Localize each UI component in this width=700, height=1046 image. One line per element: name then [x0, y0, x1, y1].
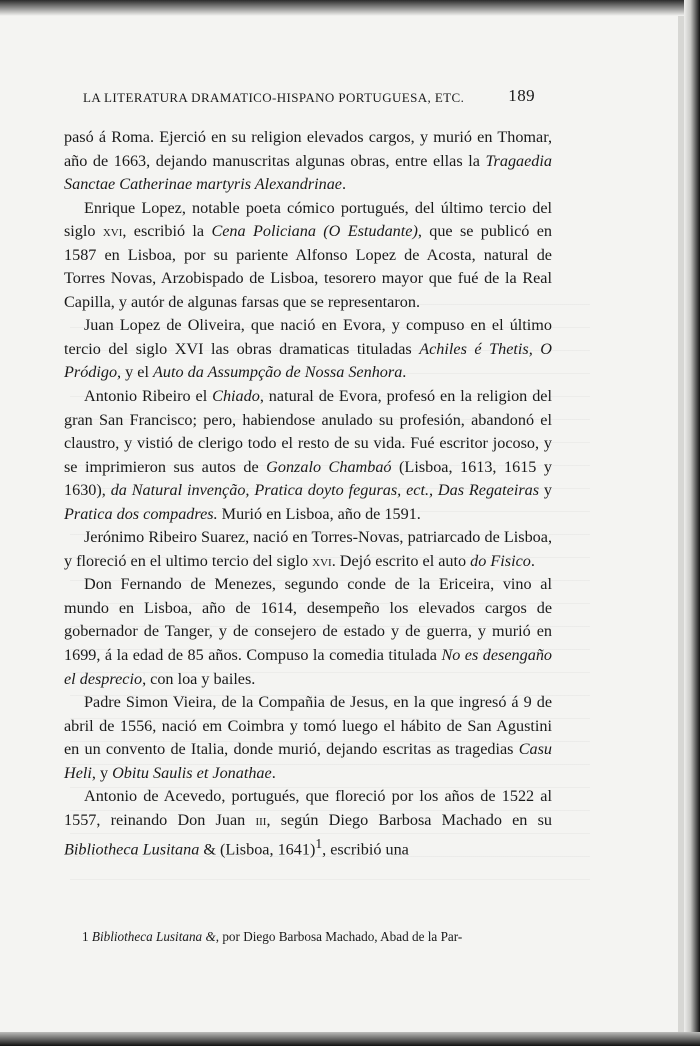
footnote-reference: 1 [315, 836, 323, 852]
work-title: Auto da Assumpção de Nossa Senhora [153, 363, 403, 382]
work-title: Obitu Saulis et Jonathae [112, 763, 272, 782]
paragraph-text: Padre Simon Vieira, de la Compañia de Jesus, en la que ingresó á 9 de abril de 1556, nació em Coimbra y tomó luego el hábito de San Agustini en un convento de Italia, donde murió, dejando escritas as tragedias [64, 693, 552, 759]
paragraph-4 [64, 385, 552, 526]
work-title: do Fisico [470, 551, 531, 570]
paragraph-7 [64, 691, 552, 785]
paragraph-text: Enrique Lopez, notable poeta cómico portugués, del último tercio del siglo [64, 198, 552, 241]
work-title: da Natural invenção, Pratica doyto feguras, ect., Das Regateiras [110, 481, 540, 500]
paragraph-text: , escribió una [322, 840, 409, 859]
work-title: Tragaedia Sanctae Catherinae martyris Alexandrinae [64, 151, 552, 194]
paragraph-6 [64, 573, 552, 691]
paragraph-text: . [402, 363, 407, 382]
paragraph-text: Juan Lopez de Oliveira, que nació en Evora, y compuso en el último tercio del siglo [64, 316, 552, 358]
paragraph-text: , y [91, 763, 113, 782]
paragraph-text: (Lisboa, 1613, 1615 y 1630), [64, 457, 552, 500]
paragraph-2 [64, 197, 552, 315]
work-title: Casu Heli [64, 740, 552, 782]
footnote-text: , por Diego Barbosa Machado, Abad de la Par- [215, 929, 463, 944]
work-title: Cena Policiana (O Estudante) [211, 222, 418, 241]
scan-right-edge [684, 0, 700, 1046]
work-title: Gonzalo Chambaó [266, 457, 392, 476]
paragraph-text: y el [121, 363, 154, 382]
page-number: 189 [508, 86, 535, 105]
paragraph-text: , que se publicó en 1587 en Lisboa, por su pariente Alfonso Lopez de Acosta, natural de Torres Novas, Arzobispado de Lisboa, tesorero mayor que fué de la Real Capilla, y autór de algunas farsas que se representaron. [64, 222, 552, 311]
scan-top-shadow [0, 0, 684, 16]
paragraph-text: Don Fernando de Menezes, segundo conde de la Ericeira, vino al mundo en Lisboa, año de 1614, desempeño los elevados cargos de gobernador de Tanger, y de consejero de estado y de guerra, y murió en 1699, á la edad de 85 años. Compuso la comedia titulada [64, 575, 552, 665]
century-numeral: XVI [174, 339, 204, 358]
body-text [64, 126, 552, 862]
running-title: LA LITERATURA DRAMATICO-HISPANO PORTUGUESA, ETC. [83, 90, 465, 105]
paragraph-text: Jerónimo Ribeiro Suarez, nació en Torres-Novas, patriarcado de Lisboa, y floreció en el ultimo tercio del siglo [64, 528, 552, 570]
paragraph-text: . [342, 175, 347, 194]
paragraph-text: . [530, 551, 535, 570]
paragraph-text: pasó á Roma. Ejerció en su religion elevados cargos, y murió en Thomar, año de 1663, dejando manuscritas algunas obras, entre ellas la [64, 128, 552, 170]
scan-bottom-edge [0, 1032, 700, 1046]
footnote [82, 928, 560, 946]
running-head [83, 87, 535, 113]
work-title: Bibliotheca Lusitana [64, 840, 200, 859]
paragraph-text: Murió en Lisboa, año de 1591. [217, 504, 421, 523]
nickname: Chiado [212, 387, 260, 406]
paragraph-text: . [271, 763, 276, 782]
work-title: Pratica dos compadres. [64, 504, 218, 523]
regnal-numeral: iii [255, 810, 267, 829]
paragraph-text: & (Lisboa, 1641) [199, 840, 316, 859]
work-title: Achiles é Thetis, O Pródigo, [64, 339, 553, 382]
paragraph-5 [64, 526, 552, 573]
paragraph-text: las obras dramaticas tituladas [203, 339, 420, 358]
paragraph-text: , natural de Evora, profesó en la religion del gran San Francisco; pero, habiendose anulado su profesión, abandonó el claustro, y vistió de clerigo todo el resto de su vida. Fué escritor jocoso, y se imprimieron sus autos de [64, 387, 552, 476]
paragraph-text: , con loa y bailes. [142, 669, 256, 688]
footnote-marker: 1 [82, 929, 89, 944]
paragraph-text: , escribió la [122, 222, 212, 241]
paragraph-text: y [539, 481, 552, 500]
paragraph-text: . Dejó escrito el auto [331, 551, 471, 570]
century-numeral: xvi [102, 222, 123, 241]
paragraph-text: , según Diego Barbosa Machado en su [266, 810, 552, 829]
footnote-title: Bibliotheca Lusitana & [91, 929, 216, 944]
paragraph-3 [64, 314, 552, 385]
paragraph-1 [64, 126, 552, 197]
work-title: No es desengaño el desprecio [64, 646, 553, 688]
paragraph-8 [64, 785, 552, 862]
paragraph-text: Antonio Ribeiro el [84, 387, 213, 406]
paragraph-text: Antonio de Acevedo, portugués, que floreció por los años de 1522 al 1557, reinando Don Juan [64, 787, 552, 829]
century-numeral: xvi [312, 551, 332, 570]
